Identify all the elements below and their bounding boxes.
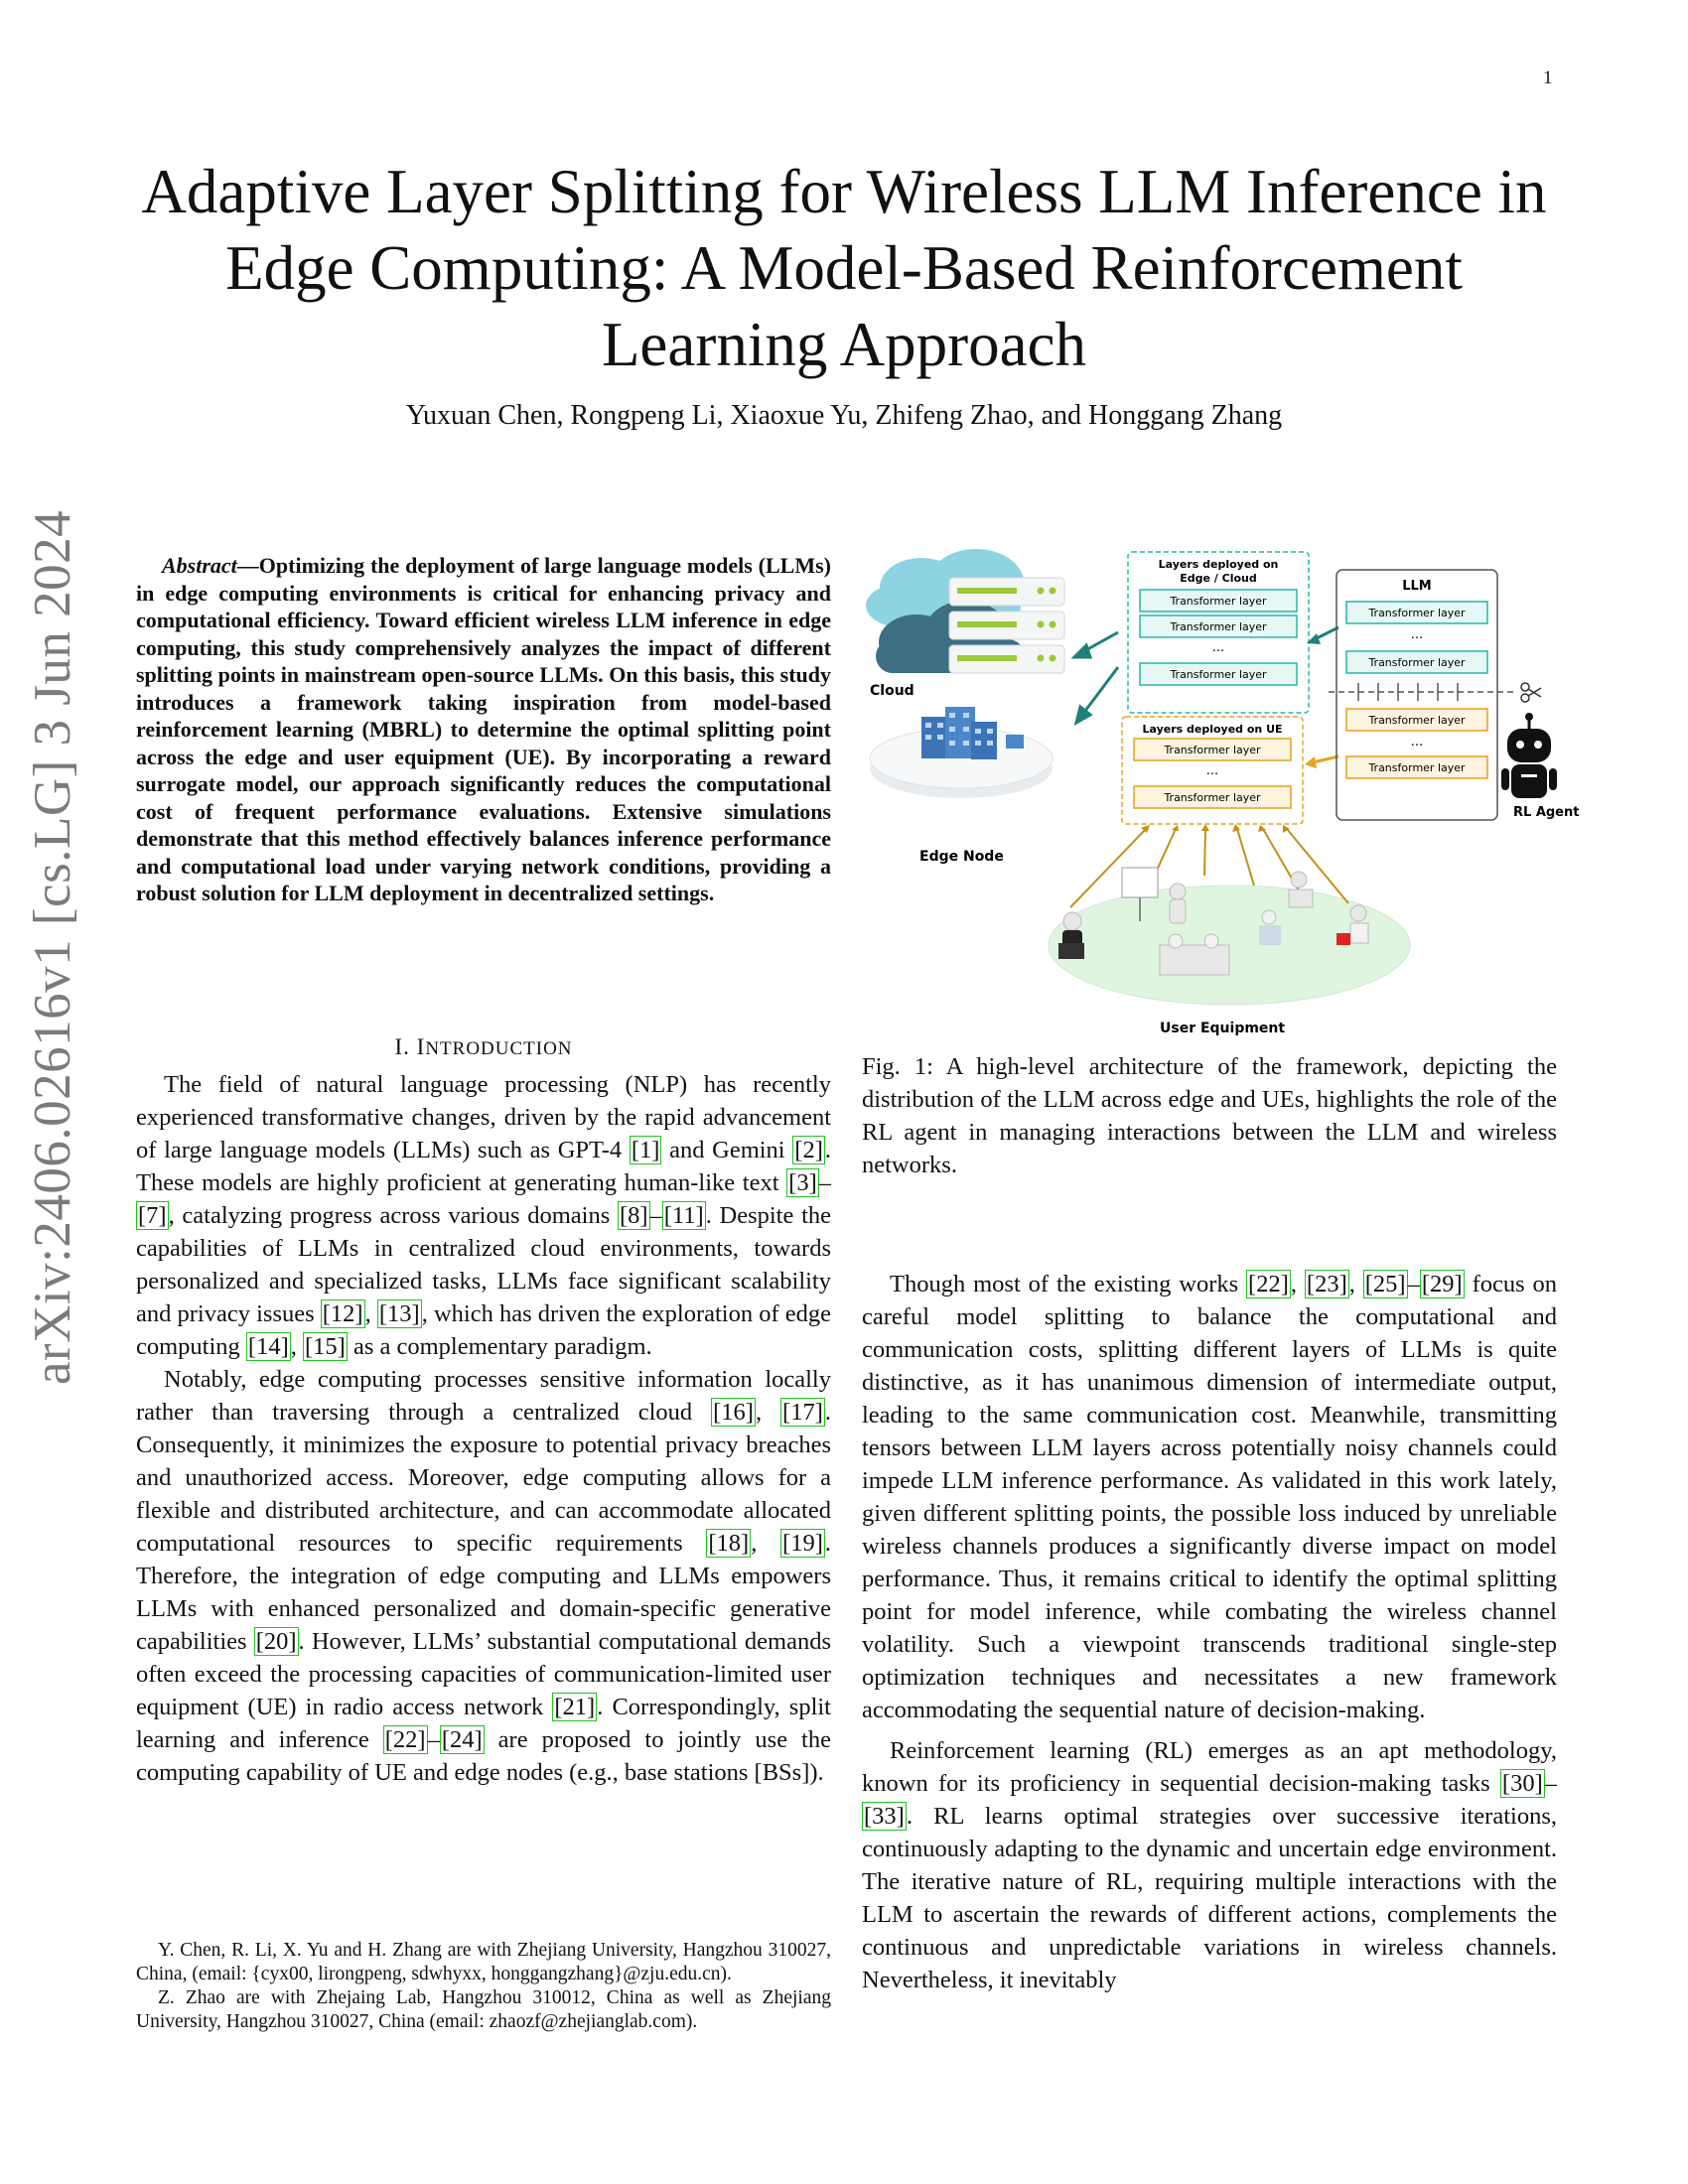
rl-agent-label: RL Agent	[1513, 805, 1580, 820]
intro-paragraph	[136, 1068, 831, 1363]
paper-title: Adaptive Layer Splitting for Wireless LLM Inference in Edge Computing: A Model-Based Reinforcement Learning Approach	[141, 157, 1547, 379]
cloud-label: Cloud	[870, 683, 914, 699]
server-stack-icon	[949, 578, 1064, 673]
citation-link[interactable]: [22]	[1248, 1271, 1289, 1297]
edge-layer-ellipsis: ...	[1211, 640, 1225, 655]
llm-ellipsis-bottom: ...	[1410, 735, 1424, 750]
citation-link[interactable]: [33]	[864, 1803, 905, 1830]
figure-architecture	[862, 548, 1580, 1036]
text-run: ,	[751, 1530, 781, 1557]
text-run: . Consequently, it minimizes the exposure to potential privacy breaches and unauthorized access. Moreover, edge computing allows for a flexible and distributed architecture, and can accommodate allocated computational resources to specific requirements	[136, 1399, 831, 1557]
llm-title: LLM	[1402, 579, 1432, 594]
citation-link[interactable]: [18]	[708, 1530, 750, 1557]
llm-layer-bottom-1: Transformer layer	[1368, 714, 1466, 727]
uplink-arrowheads	[1141, 824, 1290, 833]
right-column-body	[862, 1268, 1557, 1996]
ue-layer-2: Transformer layer	[1164, 791, 1261, 804]
section-heading-introduction	[136, 1034, 831, 1060]
text-run: as a complementary paradigm.	[347, 1333, 652, 1360]
text-run: Notably, edge computing processes sensitive information locally rather than traversing through a centralized cloud	[136, 1366, 831, 1426]
text-run: . RL learns optimal strategies over successive iterations, continuously adapting to the dynamic and uncertain edge environment. The iterative nature of RL, requiring multiple interactions with the LLM to ascertain the rewards of different actions, complements the continuous and unpredictable variations in wireless channels. Nevertheless, it inevitably	[862, 1803, 1557, 1993]
scissors-icon	[1521, 683, 1541, 702]
abstract-lead: Abstract	[162, 553, 237, 578]
text-run: . Therefore, the integration of edge computing and LLMs empowers LLMs with enhanced personalized and domain-specific generative capabilities	[136, 1530, 831, 1655]
text-run: ,	[1348, 1271, 1363, 1297]
citation-link[interactable]: [12]	[322, 1300, 363, 1327]
text-run: . Correspondingly, split learning and inference	[136, 1694, 831, 1753]
robot-icon	[1501, 713, 1557, 798]
section-numeral: I.	[394, 1034, 417, 1059]
architecture-diagram	[862, 548, 1580, 1036]
text-run: ,	[290, 1333, 303, 1360]
citation-link[interactable]: [17]	[782, 1399, 823, 1426]
edge-group-title-2: Edge / Cloud	[1180, 572, 1257, 585]
body-paragraph	[862, 1734, 1557, 1996]
page-number: 1	[1543, 68, 1553, 88]
intro-paragraph	[136, 1363, 831, 1789]
text-run: ,	[755, 1399, 781, 1426]
split-line	[1329, 683, 1517, 701]
ue-group-title: Layers deployed on UE	[1142, 723, 1283, 736]
edge-layer-1: Transformer layer	[1170, 595, 1267, 608]
citation-link[interactable]: [11]	[663, 1202, 704, 1229]
figure-caption: Fig. 1: A high-level architecture of the framework, depicting the distribution of the LLM across edge and UEs, highlights the role of the RL agent in managing interactions between the LLM and wireless networks.	[862, 1053, 1557, 1178]
citation-link[interactable]: [7]	[138, 1202, 167, 1229]
llm-ellipsis-top: ...	[1410, 627, 1424, 642]
llm-layer-top-2: Transformer layer	[1368, 656, 1466, 669]
text-run: are proposed to jointly use the computing capability of UE and edge nodes (e.g., base stations [BSs]).	[136, 1726, 831, 1786]
section-title-rest: NTRODUCTION	[425, 1038, 573, 1059]
citation-link[interactable]: [19]	[782, 1530, 823, 1557]
citation-link[interactable]: [25]	[1364, 1271, 1406, 1297]
text-run: . These models are highly proficient at generating human-like text	[136, 1137, 831, 1196]
llm-layer-top-1: Transformer layer	[1368, 607, 1466, 619]
text-run: , catalyzing progress across various domains	[168, 1202, 618, 1229]
text-run: and Gemini	[661, 1137, 793, 1163]
text-run: –	[1544, 1770, 1557, 1797]
text-run: ,	[1290, 1271, 1305, 1297]
citation-link[interactable]: [16]	[713, 1399, 754, 1426]
citation-link[interactable]: [21]	[554, 1694, 596, 1720]
text-run: focus on careful model splitting to balance the computational and communication costs, splitting different layers of LLMs is quite distinctive, as it has unanimous dimension of intermediate output, leading to the same communication cost. Meanwhile, transmitting tensors between LLM layers across potentially noisy channels could impede LLM inference performance. As validated in this work lately, given different splitting points, the possible loss induced by unreliable wireless channels produces a significantly diverse impact on model performance. Thus, it remains critical to identify the optimal splitting point for model inference, while combating the wireless channel volatility. Such a viewpoint transcends traditional single-step optimization techniques and necessitates a new framework accommodating the sequential nature of decision-making.	[862, 1271, 1558, 1723]
ue-layer-1: Transformer layer	[1164, 744, 1261, 756]
author-list: Yuxuan Chen, Rongpeng Li, Xiaoxue Yu, Zhifeng Zhao, and Honggang Zhang	[405, 400, 1283, 431]
citation-link[interactable]: [2]	[794, 1137, 823, 1163]
body-paragraph	[862, 1268, 1557, 1726]
text-run: ,	[364, 1300, 377, 1327]
footnote-affiliation-1: Y. Chen, R. Li, X. Yu and H. Zhang are with Zhejiang University, Hangzhou 310027, China, (email: {cyx00, lirongpeng, sdwhyxx, honggangzhang}@zju.edu.cn).	[136, 1940, 831, 1984]
text-run: Though most of the existing works	[890, 1271, 1247, 1297]
citation-link[interactable]: [3]	[788, 1169, 817, 1196]
text-run: –	[649, 1202, 662, 1229]
edge-node-label: Edge Node	[919, 849, 1004, 865]
citation-link[interactable]: [15]	[305, 1333, 346, 1360]
llm-layer-bottom-2: Transformer layer	[1368, 761, 1466, 774]
footnote-affiliation-2: Z. Zhao are with Zhejaing Lab, Hangzhou 310012, China as well as Zhejiang University, Hangzhou 310027, China (email: zhaozf@zhejianglab.com).	[136, 1987, 831, 2032]
citation-link[interactable]: [30]	[1501, 1770, 1543, 1797]
user-equipment-label: User Equipment	[1160, 1021, 1286, 1036]
ue-layer-ellipsis: ...	[1205, 763, 1219, 778]
citation-link[interactable]: [8]	[619, 1202, 648, 1229]
text-run: Reinforcement learning (RL) emerges as an apt methodology, known for its proficiency in sequential decision-making tasks	[862, 1737, 1557, 1797]
section-title-initial: I	[416, 1034, 426, 1059]
citation-link[interactable]: [23]	[1306, 1271, 1347, 1297]
abstract-text: —Optimizing the deployment of large language models (LLMs) in edge computing environments is critical for enhancing privacy and computational efficiency. Toward efficient wireless LLM inference in edge computing, this study comprehensively analyzes the impact of different splitting points in mainstream open-source LLMs. On this basis, this study introduces a framework taking inspiration from model-based reinforcement learning (MBRL) to determine the optimal splitting point across the edge and user equipment (UE). By incorporating a reward surrogate model, our approach significantly reduces the computational cost of frequent performance evaluations. Extensive simulations demonstrate that this method effectively balances inference performance and computational load under varying network conditions, providing a robust solution for LLM deployment in decentralized settings.	[136, 553, 831, 905]
text-run: –	[427, 1726, 440, 1753]
text-run: –	[818, 1169, 831, 1196]
edge-node-icon	[870, 707, 1053, 798]
edge-layer-2: Transformer layer	[1170, 620, 1267, 633]
citation-link[interactable]: [1]	[631, 1137, 660, 1163]
citation-link[interactable]: [14]	[247, 1333, 289, 1360]
text-run: The field of natural language processing (NLP) has recently experienced transformative changes, driven by the rapid advancement of large language models (LLMs) such as GPT-4	[136, 1071, 831, 1163]
abstract	[136, 552, 831, 907]
citation-link[interactable]: [22]	[384, 1726, 426, 1753]
citation-link[interactable]: [13]	[378, 1300, 420, 1327]
citation-link[interactable]: [20]	[255, 1628, 297, 1655]
arxiv-watermark: arXiv:2406.02616v1 [cs.LG] 3 Jun 2024	[24, 509, 81, 1385]
footnotes	[136, 1939, 831, 2034]
arrows-to-cloud-edge	[1074, 632, 1118, 723]
citation-link[interactable]: [29]	[1421, 1271, 1463, 1297]
text-run: . However, LLMs’ substantial computational demands often exceed the processing capacities of communication-limited user equipment (UE) in radio access network	[136, 1628, 831, 1720]
arrows-llm-to-groups	[1305, 627, 1338, 768]
citation-link[interactable]: [24]	[441, 1726, 483, 1753]
edge-group-title-1: Layers deployed on	[1158, 558, 1279, 571]
text-run: . Despite the capabilities of LLMs in centralized cloud environments, towards personalized and specialized tasks, LLMs face significant scalability and privacy issues	[136, 1202, 831, 1327]
text-run: , which has driven the exploration of edge computing	[136, 1300, 832, 1360]
left-column-body	[136, 1068, 831, 1789]
text-run: –	[1407, 1271, 1420, 1297]
edge-layer-3: Transformer layer	[1170, 668, 1267, 681]
